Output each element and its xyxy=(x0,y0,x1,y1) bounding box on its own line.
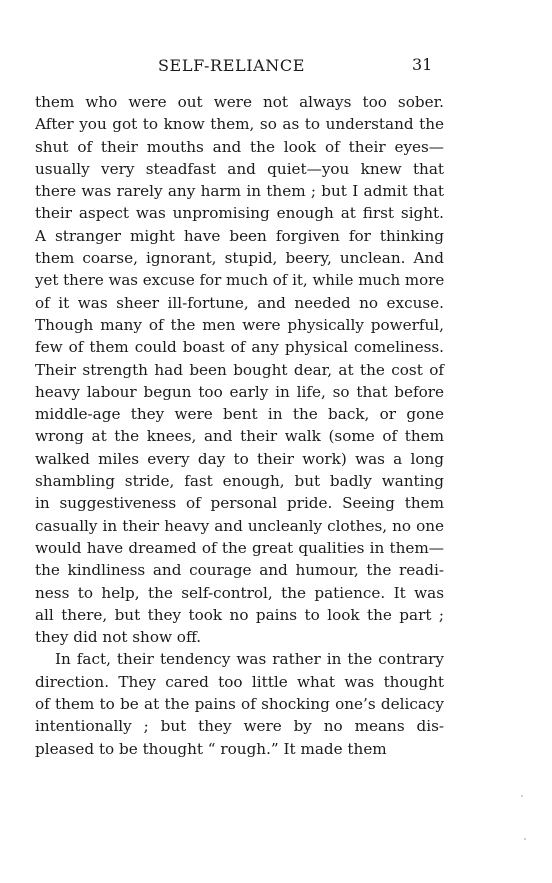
text-line: wrong at the knees, and their walk (some of them xyxy=(35,427,444,446)
text-line: would have dreamed of the great qualities in them— xyxy=(35,538,444,557)
paragraph xyxy=(35,648,444,759)
text-line: heavy labour begun too early in life, so that before xyxy=(35,382,444,401)
text-line: they did not show off. xyxy=(35,628,202,647)
text-line: walked miles every day to their work) was a long xyxy=(35,449,444,468)
paragraph xyxy=(35,91,444,648)
paper-speck xyxy=(524,838,526,840)
text-line: After you got to know them, so as to understand the xyxy=(35,115,444,134)
text-line: In fact, their tendency was rather in the contrary xyxy=(55,650,444,669)
text-line: pleased to be thought “ rough.” It made them xyxy=(35,739,387,758)
text-line: middle-age they were bent in the back, or gone xyxy=(35,405,444,424)
text-line: usually very steadfast and quiet—you knew that xyxy=(35,159,444,178)
text-line: of them to be at the pains of shocking one’s delicacy xyxy=(35,695,444,714)
text-line: in suggestiveness of personal pride. Seeing them xyxy=(35,494,444,513)
text-line: Their strength had been bought dear, at the cost of xyxy=(35,360,444,379)
text-line: shambling stride, fast enough, but badly wanting xyxy=(35,472,444,491)
text-line: them who were out were not always too sober. xyxy=(35,93,444,111)
text-line: there was rarely any harm in them ; but I admit that xyxy=(35,182,444,201)
text-line: direction. They cared too little what was thought xyxy=(35,672,444,691)
text-line: A stranger might have been forgiven for thinking xyxy=(35,226,444,245)
body-text xyxy=(35,91,444,760)
text-line: yet there was excuse for much of it, while much more xyxy=(35,271,445,290)
text-line: intentionally ; but they were by no means dis- xyxy=(35,717,444,736)
text-line: them coarse, ignorant, stupid, beery, unclean. And xyxy=(35,249,444,268)
text-line: the kindliness and courage and humour, the readi- xyxy=(35,561,444,580)
text-line: shut of their mouths and the look of their eyes— xyxy=(35,137,444,156)
text-line: their aspect was unpromising enough at first sight. xyxy=(35,204,444,223)
page-number: 31 xyxy=(412,55,433,74)
text-line: of it was sheer ill-fortune, and needed no excuse. xyxy=(35,293,444,312)
text-line: all there, but they took no pains to look the part ; xyxy=(35,605,444,624)
paper-speck xyxy=(521,795,523,797)
running-head-title: SELF-RELIANCE xyxy=(158,56,306,75)
text-line: ness to help, the self-control, the patience. It was xyxy=(35,583,444,602)
text-line: Though many of the men were physically powerful, xyxy=(35,315,444,334)
text-line: few of them could boast of any physical comeliness. xyxy=(35,338,444,357)
text-line: casually in their heavy and uncleanly clothes, no one xyxy=(35,516,444,535)
